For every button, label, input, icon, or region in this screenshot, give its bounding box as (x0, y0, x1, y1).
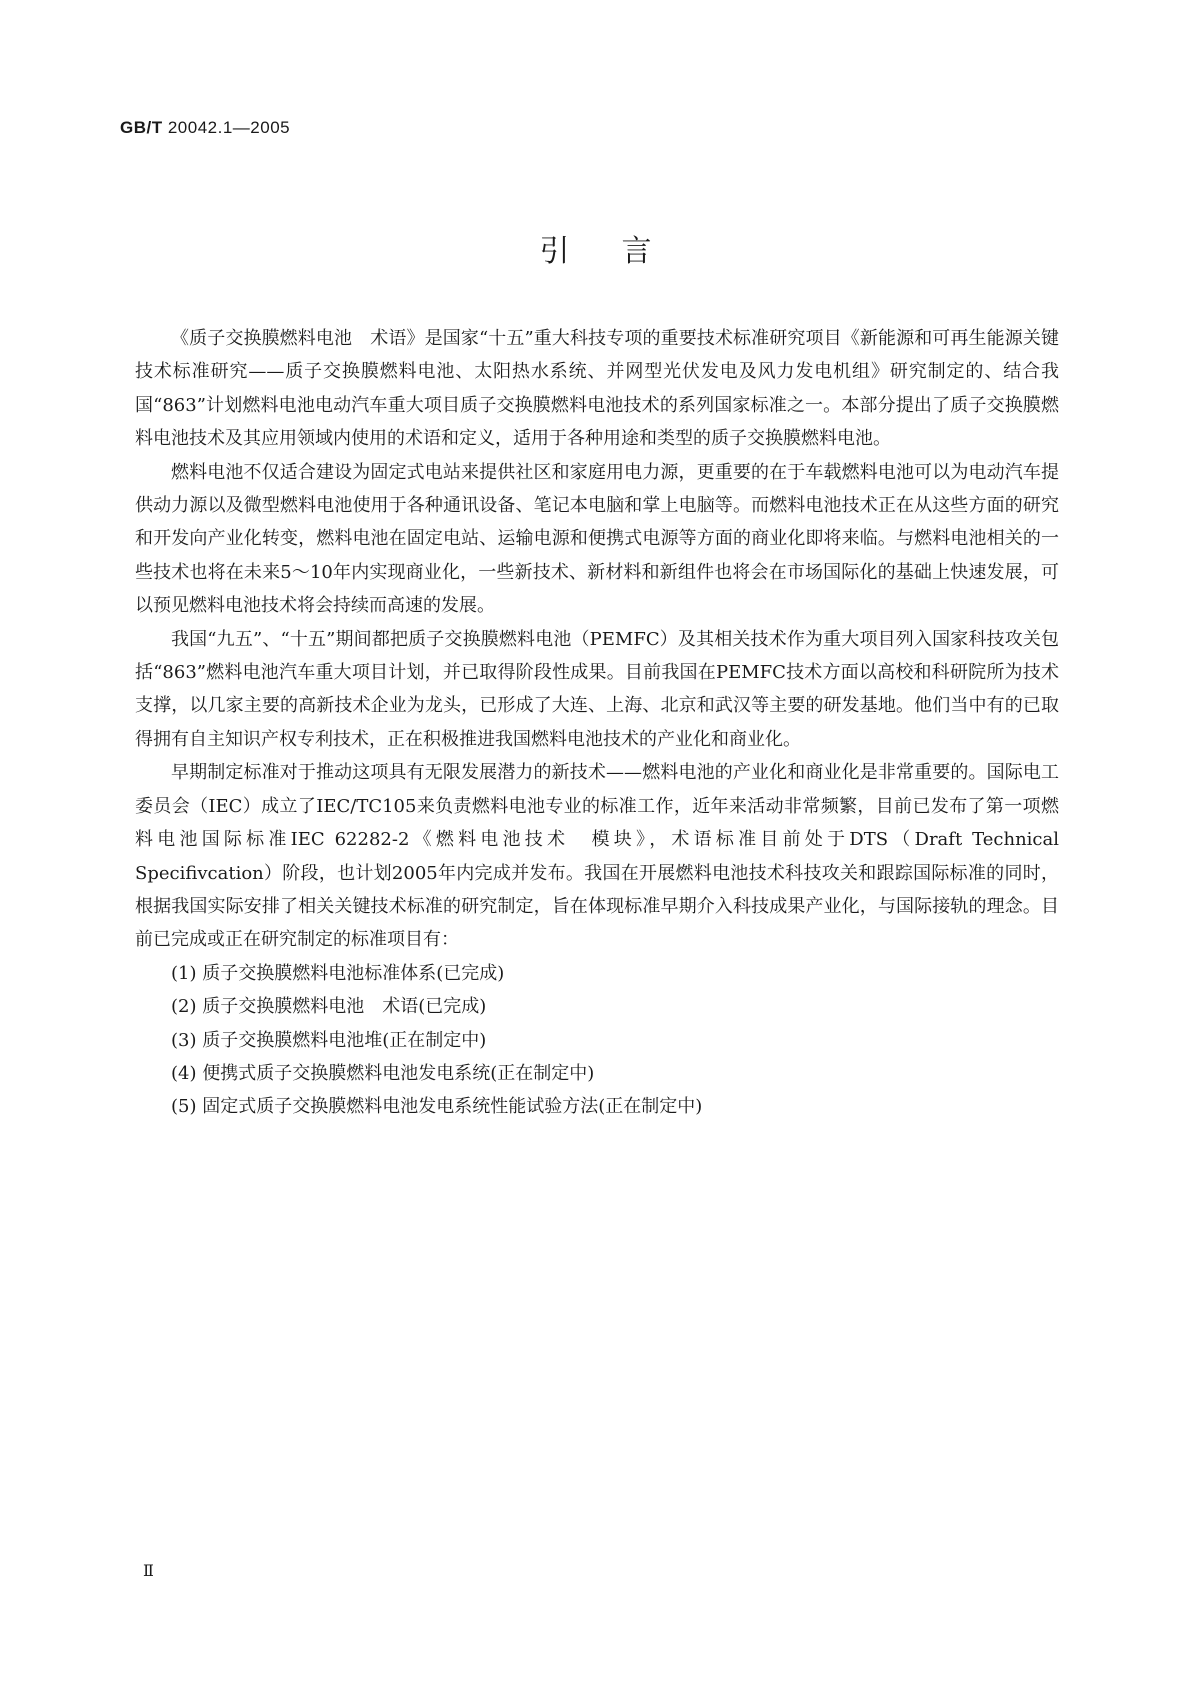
standards-list (135, 957, 1059, 1124)
list-item: (3) 质子交换膜燃料电池堆(正在制定中) (171, 1029, 487, 1051)
introduction-body (135, 322, 1059, 1124)
paragraph: 早期制定标准对于推动这项具有无限发展潜力的新技术——燃料电池的产业化和商业化是非常重要的。国际电工委员会（IEC）成立了IEC/TC105来负责燃料电池专业的标准工作，近年来活动非常频繁，目前已发布了第一项燃料电池国际标准IEC 62282-2《燃料电池技术 模块》，术语标准目前处于DTS（Draft Technical Specifivcation）阶段，也计划2005年内完成并发布。我国在开展燃料电池技术科技攻关和跟踪国际标准的同时，根据我国实际安排了相关关键技术标准的研究制定，旨在体现标准早期介入科技成果产业化，与国际接轨的理念。目前已完成或正在研究制定的标准项目有： (135, 762, 1059, 951)
section-title: 引言 (539, 234, 704, 269)
standard-prefix: GB/T (120, 118, 163, 137)
paragraph: 《质子交换膜燃料电池 术语》是国家“十五”重大科技专项的重要技术标准研究项目《新能源和可再生能源关键技术标准研究——质子交换膜燃料电池、太阳热水系统、并网型光伏发电及风力发电机组》研究制定的、结合我国“863”计划燃料电池电动汽车重大项目质子交换膜燃料电池技术的系列国家标准之一。本部分提出了质子交换膜燃料电池技术及其应用领域内使用的术语和定义，适用于各种用途和类型的质子交换膜燃料电池。 (135, 328, 1059, 450)
page-number: Ⅱ (143, 1561, 154, 1580)
standard-number (120, 118, 290, 138)
standard-code: 20042.1—2005 (167, 118, 291, 137)
list-item: (2) 质子交换膜燃料电池 术语(已完成) (171, 996, 487, 1018)
list-item: (1) 质子交换膜燃料电池标准体系(已完成) (171, 962, 505, 984)
list-item: (5) 固定式质子交换膜燃料电池发电系统性能试验方法(正在制定中) (171, 1096, 703, 1118)
list-item: (4) 便携式质子交换膜燃料电池发电系统(正在制定中) (171, 1062, 595, 1084)
paragraph: 我国“九五”、“十五”期间都把质子交换膜燃料电池（PEMFC）及其相关技术作为重大项目列入国家科技攻关包括“863”燃料电池汽车重大项目计划，并已取得阶段性成果。目前我国在PEMFC技术方面以高校和科研院所为技术支撑，以几家主要的高新技术企业为龙头，已形成了大连、上海、北京和武汉等主要的研发基地。他们当中有的已取得拥有自主知识产权专利技术，正在积极推进我国燃料电池技术的产业化和商业化。 (135, 628, 1059, 750)
paragraph: 燃料电池不仅适合建设为固定式电站来提供社区和家庭用电力源，更重要的在于车载燃料电池可以为电动汽车提供动力源以及微型燃料电池使用于各种通讯设备、笔记本电脑和掌上电脑等。而燃料电池技术正在从这些方面的研究和开发向产业化转变，燃料电池在固定电站、运输电源和便携式电源等方面的商业化即将来临。与燃料电池相关的一些技术也将在未来5～10年内实现商业化，一些新技术、新材料和新组件也将会在市场国际化的基础上快速发展，可以预见燃料电池技术将会持续而高速的发展。 (135, 461, 1059, 617)
